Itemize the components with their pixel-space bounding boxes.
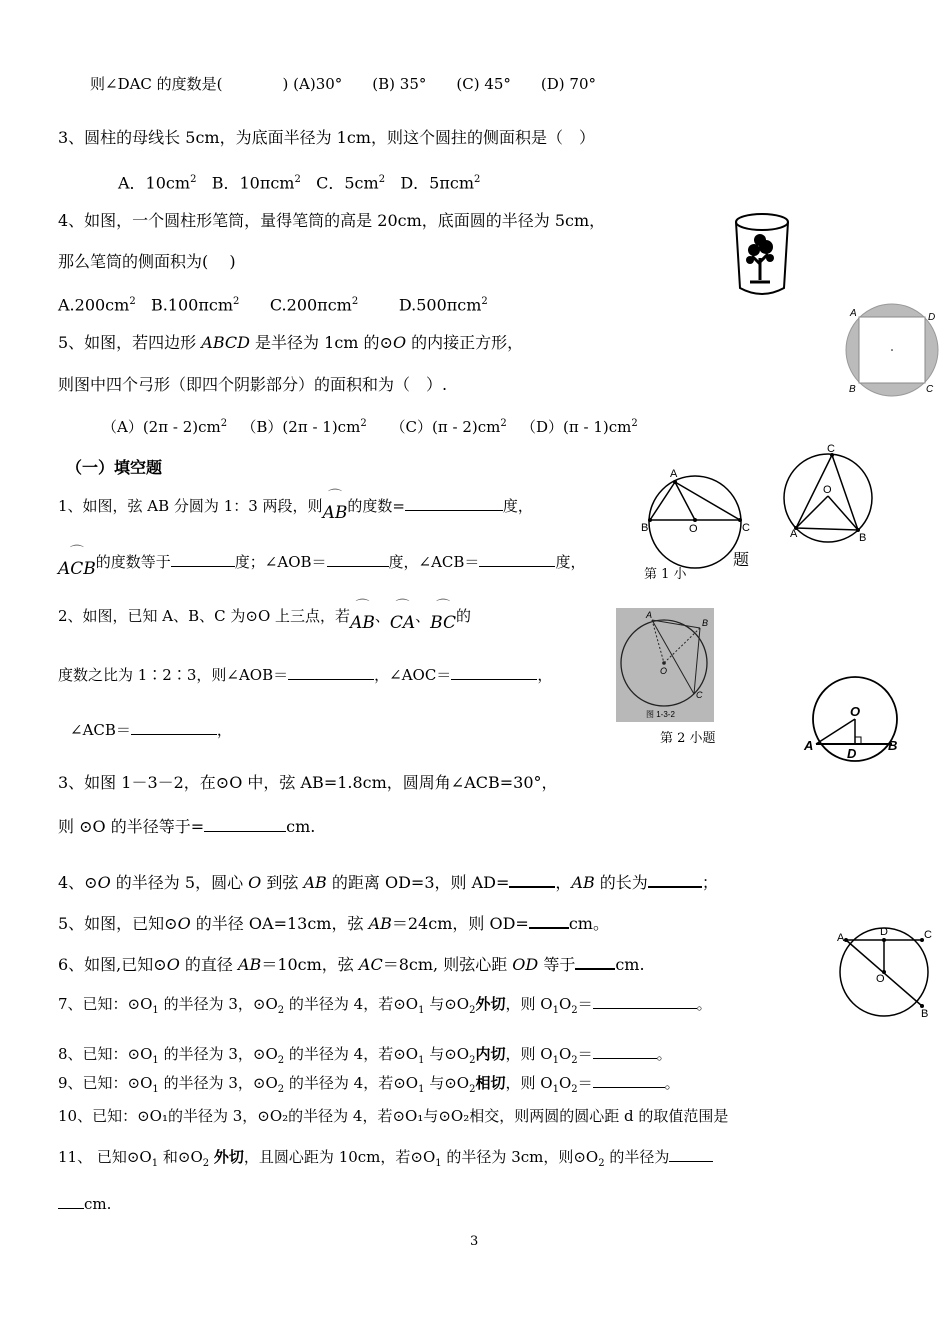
diameter-chord-figure [836, 926, 940, 1018]
f2-blank-2[interactable] [451, 663, 537, 680]
svg-text:B: B [888, 738, 898, 753]
svg-text:图 1-3-2: 图 1-3-2 [646, 710, 675, 719]
q4-line1: 4、如图，一个圆柱形笔筒，量得笔筒的高是 20cm，底面圆的半径为 5cm， [58, 211, 606, 230]
f11-line1: 11、 已知$⊙O_1$ 和$⊙O_2$ 外切，且圆心距为 10cm，若$⊙O_1$ 的半径为 3cm，则$⊙O_2$ 的半径为 [58, 1145, 713, 1174]
f4-blank-1[interactable] [509, 870, 555, 888]
f11-blank-1[interactable] [669, 1145, 713, 1162]
f5-blank[interactable] [529, 911, 569, 929]
q4-line2: 那么笔筒的侧面积为( ) [58, 252, 236, 271]
svg-text:A: A [837, 932, 845, 944]
q5-line1: 5、如图，若四边形 ABCD 是半径为 1cm 的⊙O 的内接正方形， [58, 333, 524, 352]
svg-text:C: C [827, 443, 835, 455]
svg-text:B: B [849, 384, 856, 395]
f1-caption-b: 题 [733, 550, 750, 569]
f4-line: 4、⊙O 的半径为 5，圆心 O 到弦 AB 的距离 OD=3，则 AD= ，AB 的长为 ； [58, 870, 718, 893]
f5-line: 5、如图，已知⊙O 的半径 OA=13cm，弦 AB＝24cm，则 OD= cm。 [58, 911, 609, 934]
svg-text:D: D [928, 312, 936, 323]
svg-text:C: C [696, 690, 703, 700]
f8-line: 8、已知：$⊙O_1$ 的半径为 3，$⊙O_2$ 的半径为 4，若$⊙O_1$ 与$⊙O_2$内切，则 $O_1O_2=$ 。 [58, 1042, 672, 1071]
prev-question-tail: 则∠DAC 的度数是( ) (A)30° (B) 35° (C) 45° (D) 70° [90, 75, 596, 93]
svg-text:A: A [850, 308, 857, 319]
q4-options: $A.200cm^2$ B.100πcm$^2$ C.200πcm$^2$ D.500πcm$^2$ [58, 295, 488, 315]
f9-line: 9、已知：$⊙O_1$ 的半径为 3，$⊙O_2$ 的半径为 4，若$⊙O_1$ 与$⊙O_2$相切，则 $O_1O_2=$ 。 [58, 1071, 680, 1100]
f2-line1: 2、如图，已知 A、B、C 为⊙O 上三点，若⌒ AB、⌒ CA、⌒ BC的 [58, 606, 471, 626]
q3-options: A．$10cm^2$ B．10πcm$^2$ C．$5cm^2$ D．5πcm$^2$ [118, 173, 481, 193]
page-number: 3 [470, 1234, 479, 1249]
svg-text:A: A [670, 468, 678, 480]
svg-text:C: C [926, 384, 934, 395]
f1-line1: 1、如图，弦 AB 分圆为 1：3 两段，则⌒ AB的度数= 度， [58, 494, 533, 516]
svg-text:A: A [646, 610, 653, 620]
f1-blank-4[interactable] [479, 550, 555, 567]
svg-text:B: B [921, 1008, 929, 1020]
f3-line2: 则 ⊙O 的半径等于= cm. [58, 817, 316, 836]
svg-text:A: A [790, 528, 798, 540]
svg-text:B: B [702, 618, 709, 628]
svg-text:D: D [847, 746, 857, 761]
f11-blank-2[interactable] [58, 1192, 84, 1209]
svg-text:B: B [859, 532, 867, 544]
q5-options: $(A)(2\pi - 2)cm^2$ $(B)(2\pi - 1)cm^2$ $(C)(\pi - 2)cm^2$ $(D)(\pi - 1)cm^2$ [102, 418, 638, 436]
f7-line: 7、已知：$⊙O_1$ 的半径为 3，$⊙O_2$ 的半径为 4，若$⊙O_1$ 与$⊙O_2$外切，则 $O_1O_2=$ 。 [58, 992, 712, 1021]
f2-line2: 度数之比为 1∶2∶3，则∠AOB＝ ，∠AOC＝ ， [58, 663, 552, 685]
f11-line2: cm. [58, 1192, 111, 1214]
f9-blank[interactable] [593, 1071, 665, 1088]
section-heading: （一）填空题 [66, 458, 163, 477]
q5-line2: 则图中四个弓形（即四个阴影部分）的面积和为（ ）. [58, 375, 448, 394]
f2-blank-1[interactable] [288, 663, 374, 680]
f1-caption-a: 第 1 小 [644, 567, 687, 582]
f6-blank[interactable] [575, 952, 615, 970]
svg-text:O: O [850, 704, 861, 719]
f1-blank-1[interactable] [405, 494, 503, 511]
chord-circle-figure [640, 466, 760, 562]
pen-holder-figure [732, 210, 792, 298]
chord-distance-figure [800, 674, 910, 764]
inscribed-triangle-figure [780, 440, 880, 544]
svg-text:O: O [689, 523, 698, 535]
svg-text:C: C [742, 522, 750, 534]
f10-line: 10、已知：⊙O₁的半径为 3，⊙O₂的半径为 4，若⊙O₁与⊙O₂相交，则两圆的圆心距 d 的取值范围是 [58, 1107, 729, 1125]
f6-line: 6、如图,已知⊙O 的直径 AB＝10cm，弦 AC＝8cm, 则弦心距 OD 等于 cm. [58, 952, 645, 975]
f1-blank-2[interactable] [171, 550, 235, 567]
q3-text: 3、圆柱的母线长 5cm，为底面半径为 1cm，则这个圆拄的侧面积是（ ） [58, 128, 595, 147]
f2-line3: ∠ACB＝ ， [70, 718, 232, 740]
f3-blank[interactable] [204, 815, 286, 832]
svg-text:O: O [660, 666, 668, 676]
svg-text:A: A [804, 738, 814, 753]
f3-line1: 3、如图 1－3－2，在⊙O 中，弦 AB=1.8cm，圆周角∠ACB=30°， [58, 773, 558, 792]
inscribed-square-figure [840, 302, 940, 398]
svg-text:B: B [641, 522, 649, 534]
f7-blank[interactable] [593, 992, 697, 1009]
f2-blank-3[interactable] [131, 718, 217, 735]
figure-1-3-2 [616, 608, 714, 722]
svg-text:O: O [876, 973, 885, 985]
f1-blank-3[interactable] [327, 550, 389, 567]
f4-blank-2[interactable] [648, 870, 702, 888]
f1-line2: ⌒ ACB的度数等于 度；∠AOB＝ 度，∠ACB＝ 度， [58, 550, 585, 572]
f2-caption: 第 2 小题 [660, 731, 716, 746]
svg-text:O: O [823, 484, 832, 496]
svg-text:C: C [924, 929, 932, 941]
f8-blank[interactable] [593, 1042, 657, 1059]
svg-text:D: D [880, 926, 888, 938]
